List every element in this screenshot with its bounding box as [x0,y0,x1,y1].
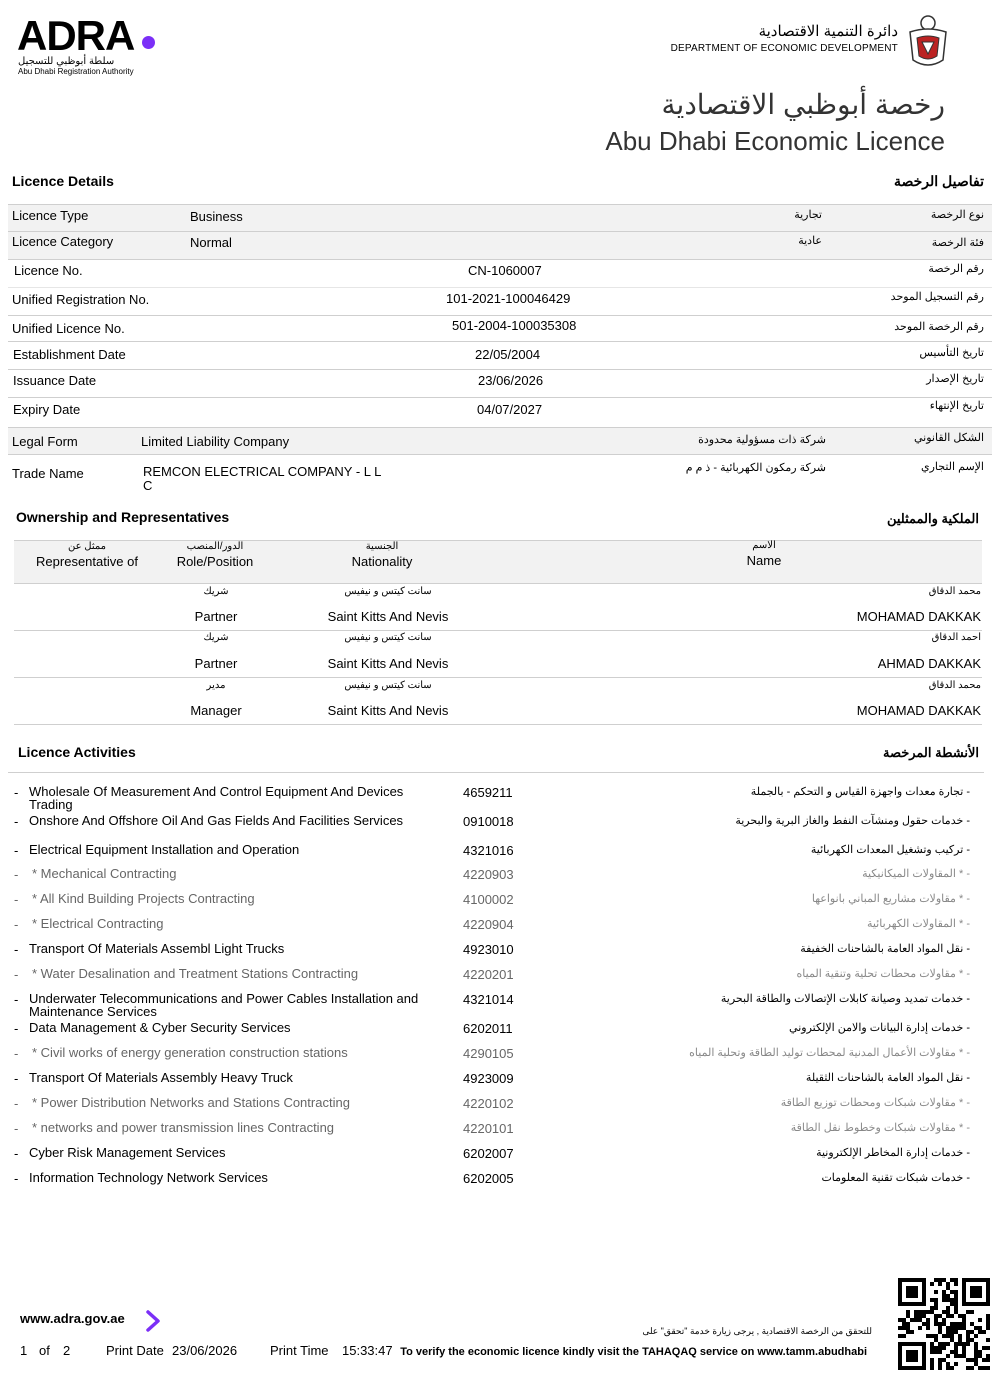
activity-row [0,1146,1000,1170]
activity-code: 4923009 [463,1071,514,1086]
activity-name-ar: - تجارة معدات واجهزة القياس و التحكم - بالجملة [750,786,970,798]
bullet-dash: - [14,992,19,1007]
activity-row [0,1021,1000,1045]
header-role-ar: الدور/المنصب [186,541,244,552]
activity-name-en: * Mechanical Contracting [32,866,177,881]
activity-code: 6202005 [463,1171,514,1186]
label-ar: الإسم التجاري [920,461,984,473]
nationality-ar: سانت كيتس و نيفيس [344,632,432,643]
activity-name-en: Transport Of Materials Assembl Light Trucks [29,941,285,956]
value-en: REMCON ELECTRICAL COMPANY - L L C [143,464,381,493]
adra-logo-dot [142,36,155,49]
bullet-dash: - [14,967,19,982]
activity-name-ar: - خدمات شبكات تقنية المعلومات [821,1172,970,1184]
label-en: Legal Form [12,434,78,449]
activity-code: 4290105 [463,1046,514,1061]
ownership-title: Ownership and Representatives [16,509,230,525]
activity-name-ar: - تركيب وتشغيل المعدات الكهربائية [810,844,970,856]
activity-name-en: * networks and power transmission lines Contracting [32,1120,335,1135]
activity-row [0,967,1000,991]
activity-row [0,784,1000,812]
activity-row [0,843,1000,867]
label-ar: فئة الرخصة [931,237,984,249]
value-en: Normal [190,235,232,250]
value-en: Limited Liability Company [141,434,290,449]
verify-text-arabic: للتحقق من الرخصة الاقتصادية , يرجى زيارة خدمة "تحقق" على [642,1326,872,1336]
bullet-dash: - [14,942,19,957]
activity-row [0,991,1000,1019]
label-en: Establishment Date [13,347,126,362]
ded-arabic-name: دائرة التنمية الاقتصادية [758,23,898,40]
activities-title: Licence Activities [18,744,136,760]
adra-logo-text: ADRA [17,12,135,59]
falcon-emblem-icon [905,12,951,72]
nationality-ar: سانت كيتس و نيفيس [344,586,432,597]
page-total: 2 [63,1343,71,1358]
activity-row [0,892,1000,916]
bullet-dash: - [14,843,19,858]
label-ar: نوع الرخصة [930,209,984,221]
label-ar: الشكل القانوني [914,432,984,444]
label-ar: تاريخ الإنتهاء [929,400,984,412]
licence-details-title-arabic: تفاصيل الرخصة [893,173,984,189]
activity-name-en: Data Management & Cyber Security Services [29,1020,291,1035]
activity-name-ar: - * مقاولات محطات تحلية وتنقية المياه [796,968,970,980]
activity-row [0,867,1000,891]
bullet-dash: - [14,1046,19,1061]
role-ar: مدير [206,680,226,691]
bullet-dash: - [14,1096,19,1111]
name-en: MOHAMAD DAKKAK [856,609,981,624]
header-name-ar: الاسم [752,540,776,551]
activity-name-ar: - * مقاولات شبكات وخطوط نقل الطاقة [790,1122,970,1134]
value: 23/06/2026 [478,373,544,388]
label-en: Unified Licence No. [12,321,125,336]
value-ar: عادية [798,235,822,247]
label-en: Issuance Date [13,373,97,388]
label-en: Licence Type [12,208,89,223]
adra-english-name: Abu Dhabi Registration Authority [18,67,134,76]
value: CN-1060007 [468,263,542,278]
activity-code: 4220904 [463,917,514,932]
bullet-dash: - [14,1071,19,1086]
chevron-right-icon[interactable] [145,1310,161,1332]
page-of: of [39,1343,50,1358]
activity-code: 4220102 [463,1096,514,1111]
activity-code: 6202011 [463,1021,513,1036]
activity-row [0,1171,1000,1195]
activity-code: 4659211 [463,785,513,800]
ownership-title-arabic: الملكية والممثلين [886,511,979,526]
bullet-dash: - [14,785,19,800]
activity-name-en: * Water Desalination and Treatment Stations Contracting [32,966,359,981]
value-ar: شركة رمكون الكهربائية - ذ م م [685,462,826,474]
value: 501-2004-100035308 [452,318,577,333]
print-time-value: 15:33:47 [342,1343,393,1358]
label-en: Expiry Date [13,402,81,417]
bullet-dash: - [14,1021,19,1036]
activity-code: 4220903 [463,867,514,882]
value: 101-2021-100046429 [446,291,571,306]
activity-name-ar: - نقل المواد العامة بالشاحنات الخفيفة [800,943,970,955]
activity-name-en: Electrical Equipment Installation and Operation [29,842,300,857]
nationality-en: Saint Kitts And Nevis [327,656,449,671]
page-current: 1 [20,1343,28,1358]
name-ar: محمد الدقاق [928,586,981,597]
licence-details-title: Licence Details [12,173,114,189]
label-ar: رقم التسجيل الموحد [890,291,984,303]
nationality-en: Saint Kitts And Nevis [327,703,449,718]
activity-name-en: * Electrical Contracting [32,916,164,931]
header-role-en: Role/Position [176,554,254,569]
role-ar: شريك [203,586,229,597]
bullet-dash: - [14,892,19,907]
activity-name-ar: - * مقاولات الأعمال المدنية لمحطات توليد الطاقة وتحلية المياه [689,1047,970,1059]
activities-title-arabic: الأنشطة المرخصة [882,745,979,760]
activity-row [0,1071,1000,1095]
activity-code: 6202007 [463,1146,514,1161]
role-en: Partner [194,609,238,624]
value: 22/05/2004 [475,347,541,362]
activity-code: 4321016 [463,843,514,858]
activity-code: 4321014 [463,992,514,1007]
activity-row [0,1121,1000,1145]
header-name-en: Name [746,553,782,568]
role-en: Partner [194,656,238,671]
label-ar: تاريخ الإصدار [926,373,984,385]
nationality-ar: سانت كيتس و نيفيس [344,680,432,691]
adra-arabic-name: سلطة أبوظبي للتسجيل [18,56,115,67]
activity-code: 4923010 [463,942,514,957]
activity-code: 0910018 [463,814,514,829]
activity-name-en: * Civil works of energy generation construction stations [32,1045,348,1060]
label-ar: رقم الرخصة [928,263,984,275]
ded-english-name: DEPARTMENT OF ECONOMIC DEVELOPMENT [670,43,898,54]
activity-name-ar: - * مقاولات شبكات ومحطات توزيع الطاقة [780,1097,970,1109]
bullet-dash: - [14,1121,19,1136]
activity-code: 4100002 [463,892,514,907]
activity-name-ar: - * المقاولات الكهربائية [866,918,970,930]
website-link[interactable]: www.adra.gov.ae [20,1311,125,1326]
activity-name-en: Transport Of Materials Assembly Heavy Truck [29,1070,293,1085]
activity-name-ar: - نقل المواد العامة بالشاحنات الثقيلة [805,1072,970,1084]
label-en: Licence No. [14,263,83,278]
role-en: Manager [190,703,242,718]
activity-name-en: * Power Distribution Networks and Stations Contracting [32,1095,350,1110]
activity-row [0,814,1000,838]
activity-name-en: * All Kind Building Projects Contracting [32,891,255,906]
activity-name-ar: - خدمات تمديد وصيانة كابلات الإتصالات والطاقة البحرية [720,993,970,1005]
activity-name-ar: - خدمات حقول ومنشآت النفط والغاز البرية والبحرية [735,815,970,827]
activity-code: 4220101 [463,1121,514,1136]
header-nationality-en: Nationality [351,554,413,569]
name-en: MOHAMAD DAKKAK [856,703,981,718]
bullet-dash: - [14,917,19,932]
activity-name-en: Wholesale Of Measurement And Control Equipment And Devices Trading [29,784,404,812]
value: 04/07/2027 [477,402,543,417]
label-ar: رقم الرخصة الموحد [894,321,984,333]
name-en: AHMAD DAKKAK [877,656,981,671]
value-ar: شركة ذات مسؤولية محدودة [698,434,826,446]
licence-title-english: Abu Dhabi Economic Licence [605,126,945,156]
role-ar: شريك [203,632,229,643]
activity-name-en: Information Technology Network Services [29,1170,268,1185]
activity-name-ar: - * مقاولات مشاريع المباني بانواعها [811,893,970,905]
activity-name-ar: - خدمات إدارة المخاطر الإلكترونية [816,1147,970,1159]
activity-row [0,942,1000,966]
print-time-label: Print Time [270,1343,329,1358]
value-ar: تجارية [794,209,822,221]
nationality-en: Saint Kitts And Nevis [327,609,449,624]
bullet-dash: - [14,1171,19,1186]
verify-text-english: To verify the economic licence kindly visit the TAHAQAQ service on www.tamm.abudhabi [400,1346,867,1358]
activity-name-ar: - خدمات إدارة البيانات والامن الإلكتروني [789,1022,970,1034]
label-en: Trade Name [12,466,84,481]
name-ar: محمد الدقاق [928,680,981,691]
label-en: Licence Category [12,234,114,249]
value-en: Business [190,209,243,224]
licence-title-arabic: رخصة أبوظبي الاقتصادية [661,89,945,120]
bullet-dash: - [14,1146,19,1161]
activity-row [0,917,1000,941]
activity-row [0,1096,1000,1120]
name-ar: احمد الدقاق [931,632,981,643]
qr-code-icon[interactable] [898,1278,990,1370]
print-date-value: 23/06/2026 [172,1343,238,1358]
activity-name-en: Onshore And Offshore Oil And Gas Fields And Facilities Services [29,813,404,828]
header-representative-en: Representative of [36,554,138,569]
activity-name-ar: - * المقاولات الميكانيكية [862,868,970,880]
bullet-dash: - [14,814,19,829]
bullet-dash: - [14,867,19,882]
header-representative-ar: ممثل عن [67,541,107,552]
activity-row [0,1046,1000,1070]
label-ar: تاريخ التأسيس [919,347,984,359]
activity-name-en: Cyber Risk Management Services [29,1145,226,1160]
label-en: Unified Registration No. [12,292,150,307]
activity-name-en: Underwater Telecommunications and Power Cables Installation and Maintenance Services [29,991,419,1019]
print-date-label: Print Date [106,1343,164,1358]
activity-code: 4220201 [463,967,514,982]
header-nationality-ar: الجنسية [365,541,399,552]
